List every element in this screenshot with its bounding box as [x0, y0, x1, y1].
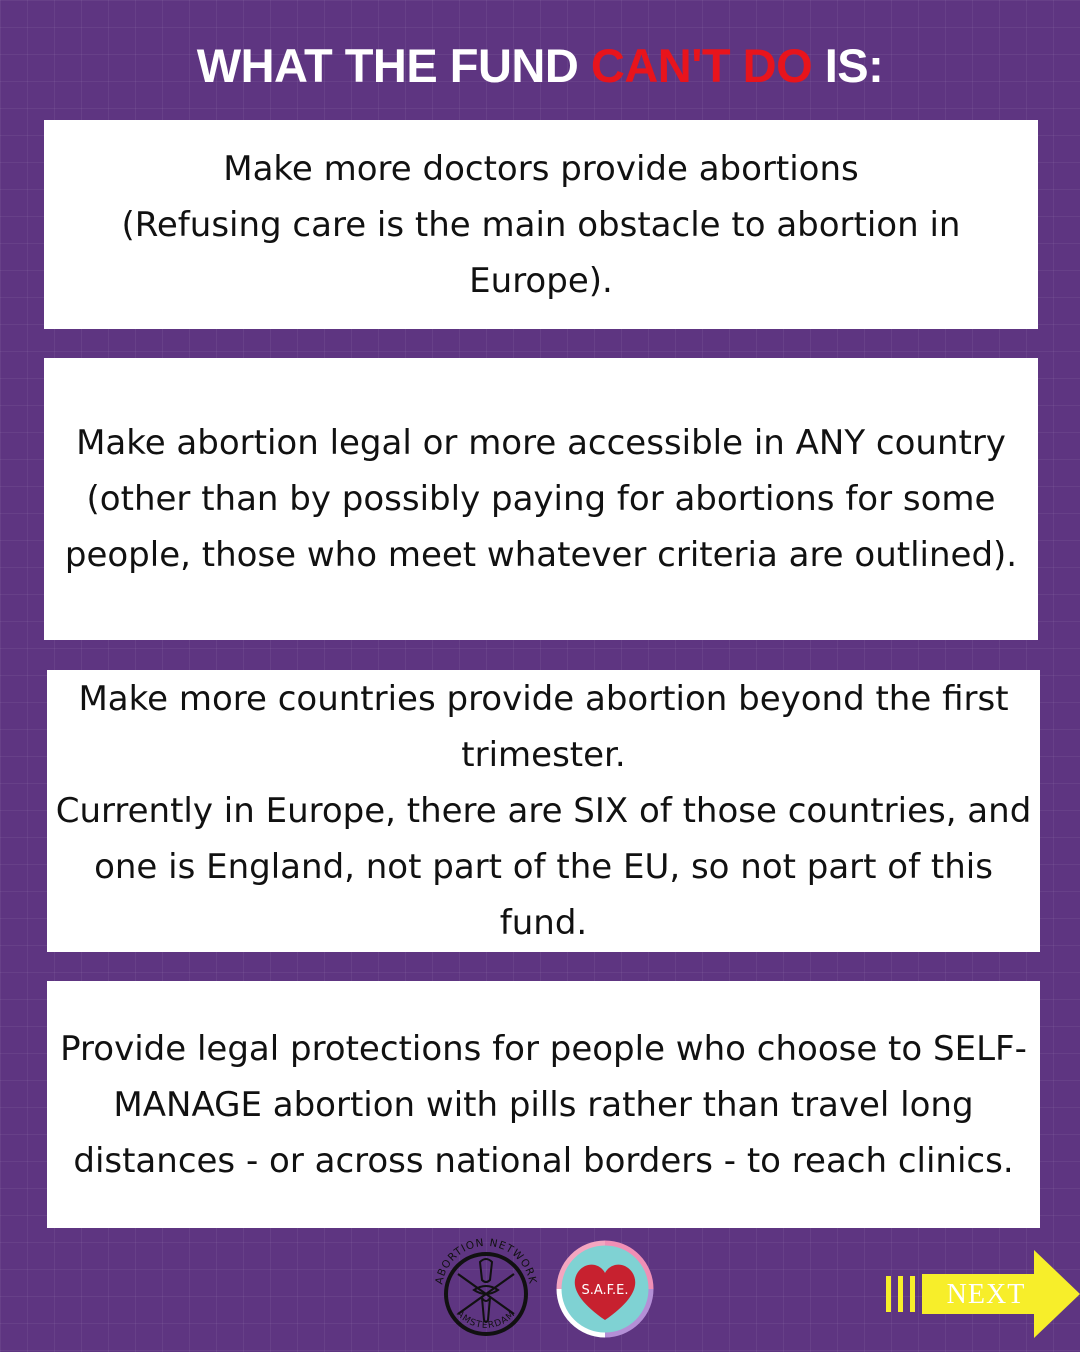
next-label: NEXT [946, 1279, 1026, 1310]
item-box-1 [44, 120, 1038, 329]
hands-icon [446, 1254, 526, 1334]
safe-logo-text: S.A.F.E. [581, 1283, 629, 1298]
item-box-4 [47, 981, 1040, 1228]
next-button[interactable] [884, 1250, 1080, 1338]
item-4-line1: Provide legal protections for people who choose to SELF-MANAGE abortion with pills rather than travel long distances - or across national borders - to reach clinics. [60, 1028, 1027, 1181]
abortion-network-logo-svg [428, 1232, 544, 1348]
item-1-line2: (Refusing care is the main obstacle to abortion in Europe). [121, 204, 961, 301]
logo-bottom-text: AMSTERDAM [454, 1309, 518, 1331]
abortion-network-logo [428, 1232, 544, 1348]
title-part2: IS: [812, 39, 884, 92]
item-box-2 [44, 358, 1038, 640]
page-title [0, 38, 1080, 93]
item-2-line2: (other than by possibly paying for abortions for some people, those who meet whatever criteria are outlined). [64, 479, 1018, 575]
item-box-3 [47, 670, 1040, 952]
logo-top-text: ABORTION NETWORK [433, 1236, 539, 1286]
safe-logo [556, 1240, 654, 1338]
item-3-line1: Make more countries provide abortion beyond the first trimester. [78, 679, 1009, 775]
title-highlight: CAN'T DO [590, 39, 813, 92]
item-3-line2: Currently in Europe, there are SIX of those countries, and one is England, not part of the EU, so not part of this fund. [55, 791, 1032, 943]
item-2-line1: Make abortion legal or more accessible in ANY country [76, 423, 1006, 463]
title-part1: WHAT THE FUND [196, 39, 591, 92]
safe-logo-svg [556, 1240, 654, 1338]
item-1-line1: Make more doctors provide abortions [223, 148, 859, 189]
next-bars-icon [884, 1276, 920, 1312]
